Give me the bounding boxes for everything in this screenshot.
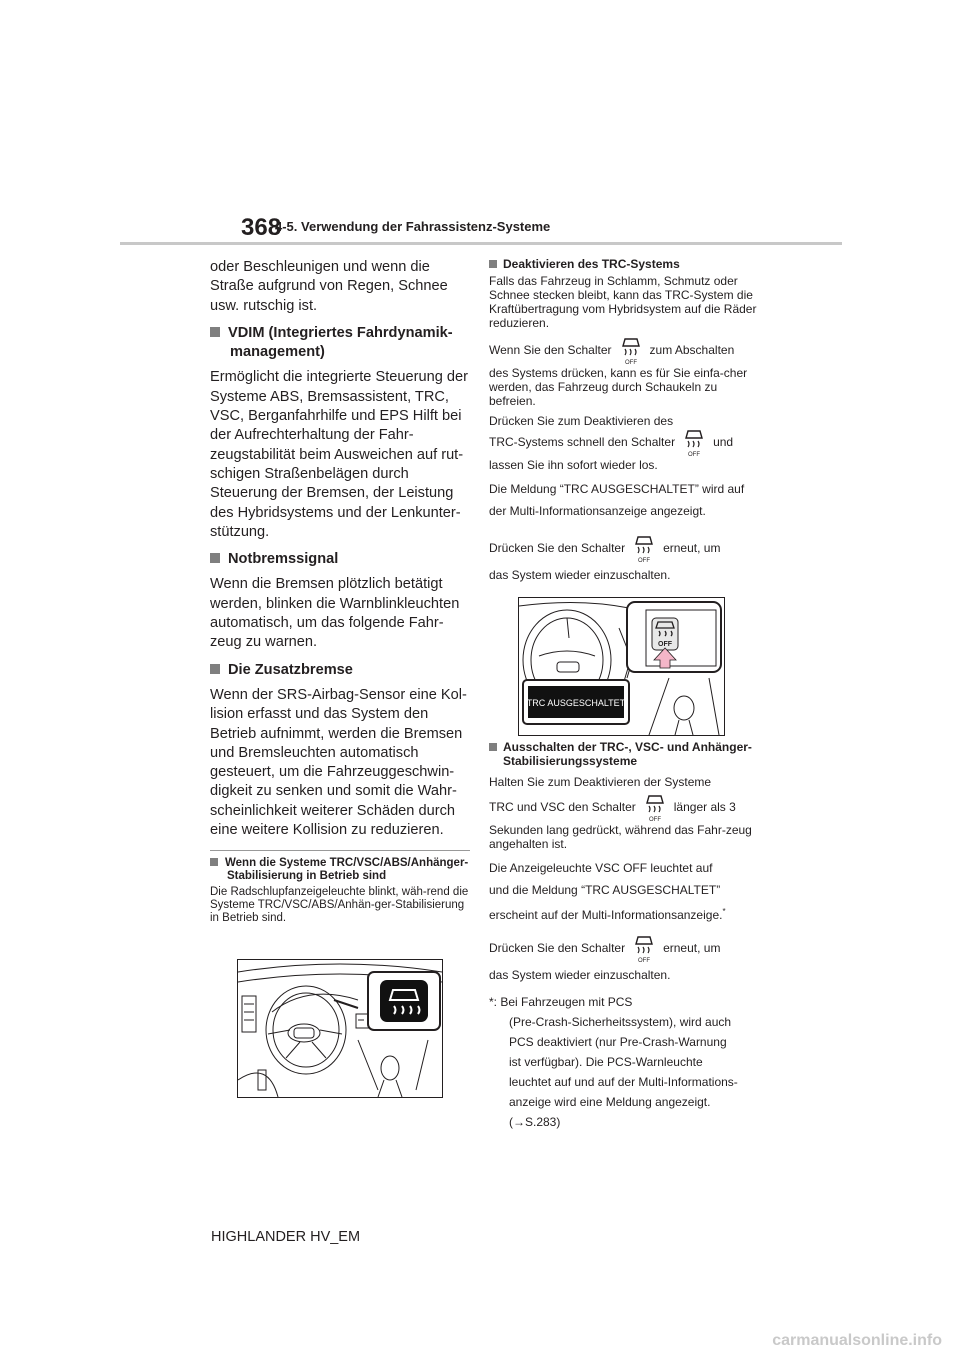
svg-text:OFF: OFF bbox=[648, 817, 661, 823]
trc-message-text: TRC AUSGESCHALTET bbox=[526, 698, 626, 708]
vsc-paragraph-1: Halten Sie zum Deaktivieren der Systeme TRC und VSC den Schalter OFF länger als 3 Sekunden lang gedrückt, während das Fahr-zeug angehalten ist. bbox=[489, 775, 752, 851]
vsc-heading: Ausschalten der TRC-, VSC- und Anhänger-Stabilisierungssysteme bbox=[489, 740, 759, 768]
secondary-brake-heading: Die Zusatzbremse bbox=[210, 661, 470, 680]
bullet-square-icon bbox=[489, 260, 497, 268]
vdim-heading: VDIM (Integriertes Fahrdynamik-management) bbox=[210, 324, 470, 363]
vsc-paragraph-2: Die Anzeigeleuchte VSC OFF leuchtet auf und die Meldung “TRC AUSGESCHALTET” erscheint auf der Multi-Informationsanzeige.* bbox=[489, 861, 726, 922]
right-column-lower bbox=[489, 740, 759, 1132]
note-block bbox=[210, 857, 470, 925]
bullet-square-icon bbox=[210, 327, 220, 337]
bullet-square-icon bbox=[489, 743, 497, 751]
dashboard-illustration bbox=[237, 959, 443, 1098]
section-title: 4-5. Verwendung der Fahrassistenz-Systeme bbox=[275, 219, 551, 234]
trc-paragraph-3: Drücken Sie zum Deaktivieren des TRC-Systems schnell den Schalter OFF und lassen Sie ihn sofort wieder los. bbox=[489, 414, 734, 472]
trc-off-switch-icon bbox=[681, 428, 707, 458]
trc-paragraph-4: Die Meldung “TRC AUSGESCHALTET” wird auf der Multi-Informationsanzeige angezeigt. bbox=[489, 482, 745, 518]
trc-paragraph-1: Falls das Fahrzeug in Schlamm, Schmutz oder Schnee stecken bleibt, kann das TRC-System die Kraftübertragung vom Hybridsystem auf die Räder reduzieren. bbox=[489, 274, 757, 330]
svg-text:OFF: OFF bbox=[624, 360, 637, 366]
svg-text:OFF: OFF bbox=[688, 452, 701, 458]
footnote-line: ist verfügbar). Die PCS-Warnleuchte bbox=[509, 1055, 703, 1069]
vsc-paragraph-3: Drücken Sie den Schalter OFF erneut, um das System wieder einzuschalten. bbox=[489, 934, 759, 986]
intro-text: oder Beschleunigen und wenn die Straße aufgrund von Regen, Schnee usw. rutschig ist. bbox=[210, 259, 448, 314]
header-rule bbox=[120, 242, 842, 245]
emergency-heading: Notbremssignal bbox=[210, 550, 470, 569]
trc-heading: Deaktivieren des TRC-Systems bbox=[489, 257, 759, 271]
right-column bbox=[489, 257, 759, 592]
footnote-line: (Pre-Crash-Sicherheitssystem), wird auch bbox=[509, 1015, 732, 1029]
trc-paragraph-5: Drücken Sie den Schalter OFF erneut, um das System wieder einzuschalten. bbox=[489, 534, 759, 586]
svg-text:OFF: OFF bbox=[638, 558, 651, 564]
bullet-square-icon bbox=[210, 553, 220, 563]
left-column bbox=[210, 258, 470, 933]
footnote-mark: *: bbox=[489, 995, 498, 1009]
svg-text:OFF: OFF bbox=[638, 958, 651, 964]
trc-off-switch-icon bbox=[631, 534, 657, 564]
emergency-text: Wenn die Bremsen plötzlich betätigt werden, blinken die Warnblinkleuchten automatisch, um das folgende Fahr-zeug zu warnen. bbox=[210, 576, 460, 651]
footnote-line: leuchtet auf und auf der Multi-Informations- bbox=[509, 1075, 738, 1089]
trc-off-switch-icon bbox=[642, 793, 668, 823]
watermark: carmanualsonline.info bbox=[772, 1332, 942, 1349]
trc-switch-illustration bbox=[518, 597, 725, 736]
trc-off-switch-icon bbox=[631, 934, 657, 964]
page-number: 368 bbox=[241, 214, 282, 241]
trc-off-switch-icon bbox=[618, 336, 644, 366]
footnote bbox=[489, 992, 759, 1132]
footer-model: HIGHLANDER HV_EM bbox=[211, 1229, 361, 1245]
secondary-brake-text: Wenn der SRS-Airbag-Sensor eine Kol-lision erfasst und das System den Betrieb aufnimmt, werden die Bremsen und Bremsleuchten automatisch gesteuert, um die Fahrzeuggeschwin-digkeit zu senken und somit die Wahr-scheinlichkeit weiterer Schäden durch eine weitere Kollision zu reduzieren. bbox=[210, 686, 467, 839]
note-divider bbox=[210, 850, 470, 851]
note-text: Die Radschlupfanzeigeleuchte blinkt, wäh-rend die Systeme TRC/VSC/ABS/Anhän-ger-Stabilisierung in Betrieb sind. bbox=[210, 886, 469, 925]
vdim-text: Ermöglicht die integrierte Steuerung der Systeme ABS, Bremsassistent, TRC, VSC, Berganfahrhilfe und EPS Hilft bei der Aufrechterhaltung der Fahr-zeugstabilität beim Ausweichen auf rut-schigen Straßenbelägen durch Steuerung der Bremsen, der Leistung des Hybridsystems und der Lenkunter-stützung. bbox=[210, 369, 468, 540]
trc-paragraph-2: Wenn Sie den Schalter OFF zum Abschalten des Systems drücken, kann es für Sie einfa-cher werden, das Fahrzeug durch Schaukeln zu befreien. bbox=[489, 336, 759, 408]
svg-text:OFF: OFF bbox=[658, 641, 672, 648]
footnote-line: PCS deaktiviert (nur Pre-Crash-Warnung bbox=[509, 1035, 727, 1049]
bullet-square-icon bbox=[210, 858, 218, 866]
bullet-square-icon bbox=[210, 664, 220, 674]
footnote-line: Bei Fahrzeugen mit PCS bbox=[500, 995, 633, 1009]
note-heading: Wenn die Systeme TRC/VSC/ABS/Anhänger-Stabilisierung in Betrieb sind bbox=[210, 857, 470, 883]
page-reference-link[interactable]: (→S.283) bbox=[509, 1115, 561, 1129]
footnote-line: anzeige wird eine Meldung angezeigt. bbox=[509, 1095, 711, 1109]
